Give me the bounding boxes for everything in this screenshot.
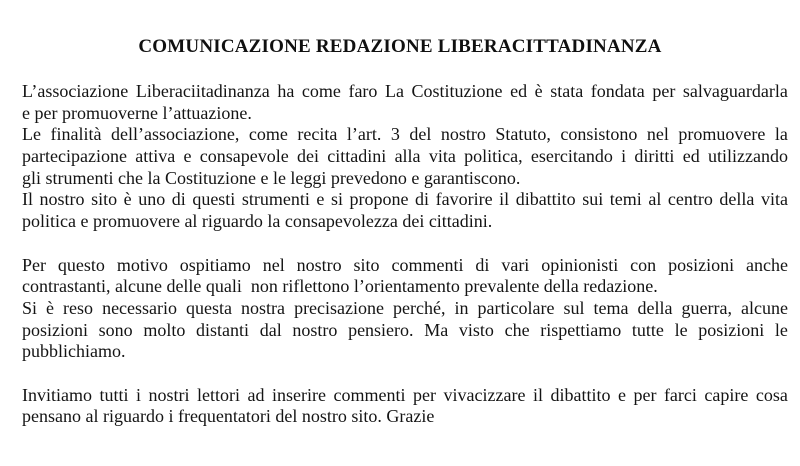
word: utilizzando: [707, 146, 788, 167]
word: dei: [297, 146, 320, 167]
text-line: [22, 81, 788, 103]
word: le: [674, 319, 688, 340]
text-line: pensano al riguardo i frequentatori del nostro sito. Grazie: [22, 406, 435, 427]
word: questa: [186, 297, 233, 318]
word: nostra: [241, 297, 286, 318]
word: posizioni: [22, 319, 88, 340]
word: motivo: [116, 254, 168, 275]
word: perché,: [393, 297, 446, 318]
paragraph: [22, 298, 788, 363]
word: di: [171, 189, 186, 210]
text-line: [22, 146, 788, 168]
word: distanti: [196, 319, 250, 340]
word: si: [330, 189, 343, 210]
word: farci: [663, 384, 697, 405]
text-line: [22, 124, 788, 146]
text-line: [22, 189, 788, 211]
word: fondata: [590, 81, 645, 101]
word: rispettiamo: [540, 319, 622, 340]
word: inserire: [272, 384, 327, 405]
word: al: [648, 189, 662, 210]
word: di: [475, 254, 490, 275]
word: capire: [704, 384, 749, 405]
text-line: [22, 255, 788, 277]
word: cosa: [755, 384, 788, 405]
word: vita: [428, 146, 456, 167]
word: salvaguardarla: [682, 81, 788, 101]
word: attiva: [135, 146, 176, 167]
word: del: [409, 124, 432, 145]
word: particolare: [477, 297, 555, 318]
word: Invitiamo: [22, 384, 92, 405]
word: è: [46, 297, 55, 318]
word: sui: [582, 189, 604, 210]
paragraph: [22, 81, 788, 124]
word: sito: [91, 189, 118, 210]
word: ad: [247, 384, 265, 405]
word: Si: [22, 297, 38, 318]
word: finalità: [50, 124, 102, 145]
word: molto: [143, 319, 186, 340]
word: propone: [349, 189, 409, 210]
word: della: [719, 189, 755, 210]
word: dibattito: [550, 384, 611, 405]
word: sito: [353, 254, 380, 275]
word: ed: [510, 81, 528, 101]
word: tutti: [99, 384, 129, 405]
word: di: [415, 189, 430, 210]
word: la: [774, 124, 788, 145]
word: Per: [22, 254, 46, 275]
word: i: [136, 384, 142, 405]
word: strumenti: [241, 189, 310, 210]
word: consistono: [560, 124, 638, 145]
word: diritti: [634, 146, 675, 167]
text-line: e per promuoverne l’attuazione.: [22, 102, 252, 123]
word: nel: [262, 254, 285, 275]
word: e: [183, 146, 192, 167]
word: nostro: [39, 189, 85, 210]
word: vita: [760, 189, 788, 210]
word: commenti: [333, 384, 406, 405]
word: per: [413, 384, 436, 405]
text-line: politica e promuovere al riguardo la consapevolezza dei cittadini.: [22, 211, 493, 232]
word: i: [621, 146, 627, 167]
word: posizioni: [668, 254, 735, 275]
text-line: [22, 385, 788, 407]
word: Il: [22, 189, 33, 210]
document-title: COMUNICAZIONE REDAZIONE LIBERACITTADINANZA: [138, 36, 662, 57]
paragraph-spacer: [22, 233, 788, 255]
word: partecipazione: [22, 146, 127, 167]
word: vari: [501, 254, 530, 275]
word: commenti: [391, 254, 464, 275]
word: temi: [609, 189, 642, 210]
word: favorire: [435, 189, 493, 210]
word: cittadini: [327, 146, 387, 167]
word: esercitando: [530, 146, 613, 167]
word: ed: [682, 146, 700, 167]
word: il: [532, 384, 543, 405]
word: dell’associazione,: [110, 124, 240, 145]
word: nostro: [292, 319, 338, 340]
word: reso: [63, 297, 94, 318]
word: 3: [390, 124, 400, 145]
word: è: [534, 81, 543, 101]
paragraph-spacer: [22, 363, 788, 385]
word: centro: [667, 189, 713, 210]
word: nostro: [440, 124, 486, 145]
word: della: [637, 297, 673, 318]
word: nostri: [148, 384, 190, 405]
word: che: [504, 319, 530, 340]
document-body: [22, 81, 788, 428]
text-line: [22, 320, 788, 342]
text-line: gli strumenti che la Costituzione e le leggi prevedono e garantiscono.: [22, 167, 521, 188]
word: stata: [550, 81, 584, 101]
word: tema: [593, 297, 629, 318]
word: La: [385, 81, 404, 101]
word: le: [774, 319, 788, 340]
text-line: contrastanti, alcune delle quali non riflettono l’orientamento prevalente della redazione.: [22, 276, 658, 297]
word: come: [248, 124, 288, 145]
paragraph: [22, 189, 788, 232]
word: pensiero.: [348, 319, 414, 340]
word: nel: [646, 124, 669, 145]
word: Ma: [424, 319, 449, 340]
word: ospitiamo: [179, 254, 251, 275]
word: dal: [259, 319, 282, 340]
word: politica,: [464, 146, 523, 167]
word: precisazione: [294, 297, 385, 318]
word: l’art.: [346, 124, 382, 145]
word: alla: [394, 146, 421, 167]
paragraph: [22, 124, 788, 189]
word: guerra,: [681, 297, 733, 318]
text-line: pubblichiamo.: [22, 341, 126, 362]
word: necessario: [102, 297, 178, 318]
word: recita: [297, 124, 338, 145]
word: e: [617, 384, 626, 405]
word: in: [454, 297, 469, 318]
word: nostro: [296, 254, 342, 275]
word: consapevole: [199, 146, 289, 167]
word: L’associazione: [22, 81, 129, 101]
word: uno: [138, 189, 166, 210]
word: sono: [98, 319, 133, 340]
word: questo: [57, 254, 105, 275]
word: promuovere: [678, 124, 766, 145]
word: dibattito: [515, 189, 576, 210]
word: Le: [22, 124, 41, 145]
word: vivacizzare: [443, 384, 526, 405]
word: per: [633, 384, 657, 405]
word: e: [316, 189, 325, 210]
word: ha: [277, 81, 295, 101]
text-line: [22, 298, 788, 320]
word: Liberaciitadinanza: [135, 81, 270, 101]
word: il: [499, 189, 510, 210]
word: con: [630, 254, 657, 275]
word: per: [652, 81, 676, 101]
paragraph: [22, 255, 788, 298]
word: tutte: [631, 319, 664, 340]
word: visto: [458, 319, 494, 340]
word: faro: [348, 81, 378, 101]
word: lettori: [197, 384, 241, 405]
word: è: [123, 189, 132, 210]
word: alcune: [741, 297, 788, 318]
word: Costituzione: [411, 81, 503, 101]
word: come: [301, 81, 341, 101]
word: questi: [192, 189, 236, 210]
word: opinionisti: [541, 254, 619, 275]
paragraph: [22, 385, 788, 428]
word: Statuto,: [495, 124, 551, 145]
word: posizioni: [698, 319, 765, 340]
word: sul: [563, 297, 585, 318]
word: anche: [746, 254, 788, 275]
